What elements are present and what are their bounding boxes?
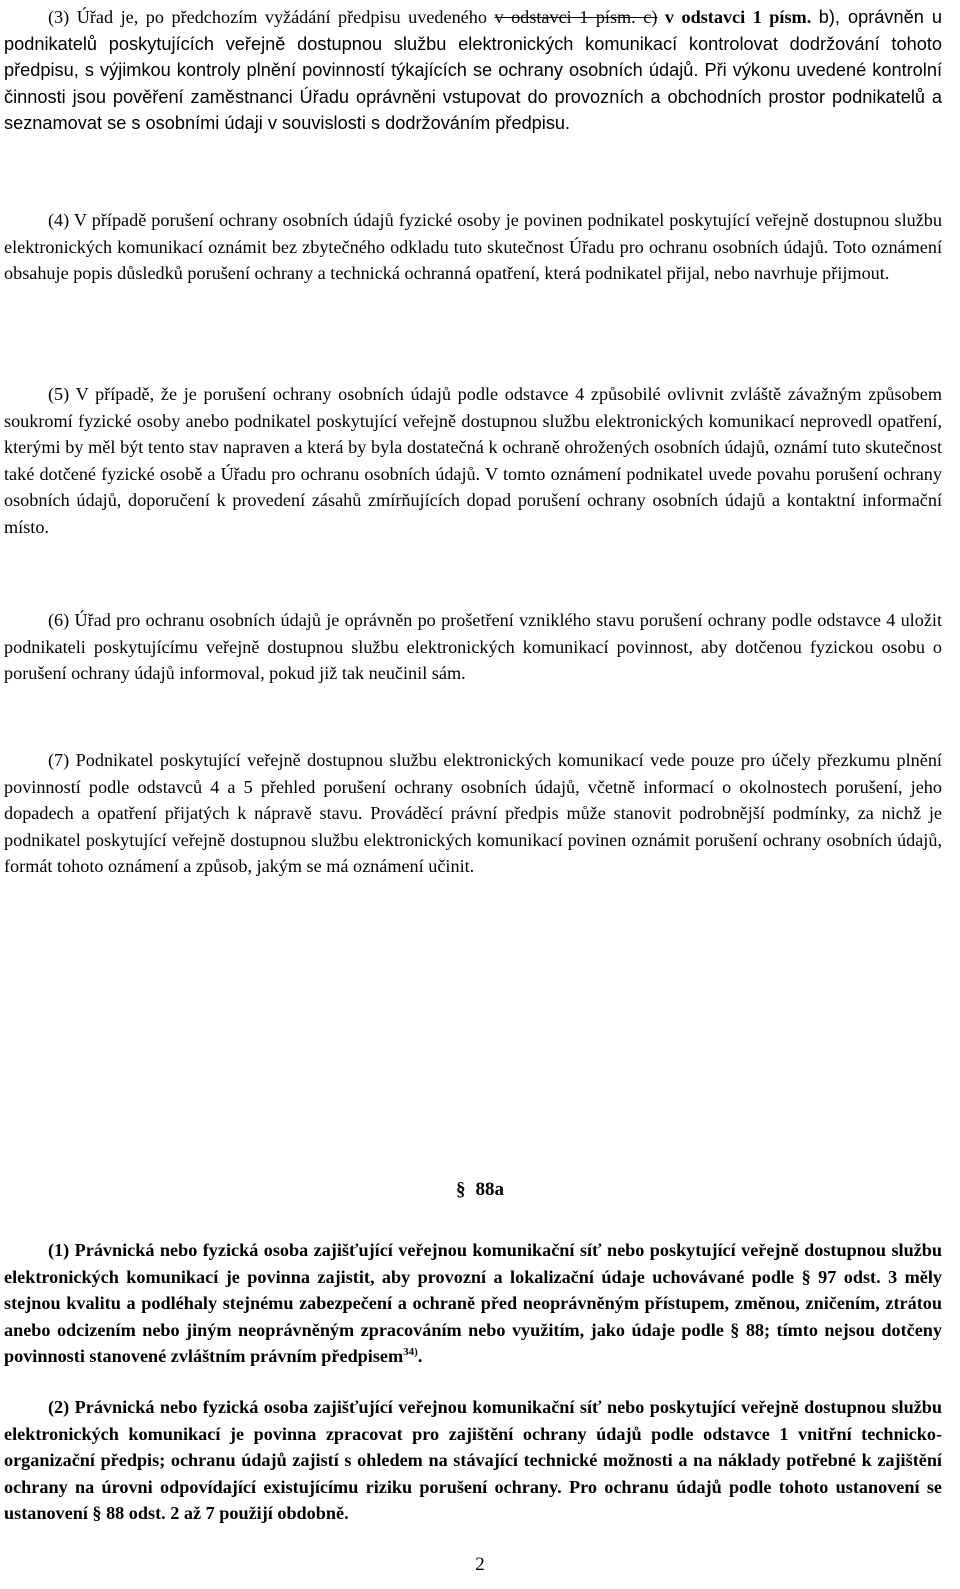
paragraph-3-inserted-text: v odstavci 1 písm.: [664, 7, 812, 27]
footnote-reference: 34): [403, 1346, 418, 1359]
section-symbol: §: [456, 1179, 466, 1200]
paragraph-6: (6) Úřad pro ochranu osobních údajů je oprávněn po prošetření vzniklého stavu porušení ochrany podle odstavce 4 uložit podnikateli poskytujícímu veřejně dostupnou službu elektronických komunikací povinnost, aby dotčenou fyzickou osobu o porušení ochrany údajů informoval, pokud již tak neučinil sám.: [4, 610, 942, 684]
paragraph-3-tail: b), oprávněn u podnikatelů poskytujících veřejně dostupnou službu elektronických komunikací kontrolovat dodržování tohoto předpisu, s výjimkou kontroly plnění povinností týkajících se ochrany osobních údajů. Při výkonu uvedené kontrolní činnosti jsou pověření zaměstnanci Úřadu oprávněni vstupovat do provozních a obchodních prostor podnikatelů a seznamovat se s osobními údaji v souvislosti s dodržováním předpisu.: [4, 7, 942, 134]
section-paragraph-1-text: (1) Právnická nebo fyzická osoba zajišťující veřejnou komunikační síť nebo poskytující veřejně dostupnou službu elektronických komunikací je povinna zajistit, aby provozní a lokalizační údaje uchovávané podle § 97 odst. 3 měly stejnou kvalitu a podléhaly stejnému zabezpečení a ochraně před neoprávněným přístupem, změnou, zničením, ztrátou anebo odcizením nebo jiným neoprávněným zpracováním nebo využitím, jako údaje podle § 88; tímto nejsou dotčeny povinnosti stanovené zvláštním právním předpisem: [4, 1240, 942, 1367]
page-number: 2: [475, 1554, 485, 1575]
paragraph-5: (5) V případě, že je porušení ochrany osobních údajů podle odstavce 4 způsobilé ovlivnit zvláště závažným způsobem soukromí fyzické osoby anebo podnikatel poskytující veřejně dostupnou službu elektronických komunikací neprovedl opatření, kterými by měl být tento stav napraven a která by byla dostatečná k ochraně ohrožených osobních údajů, oznámí tuto skutečnost také dotčené fyzické osobě a Úřadu pro ochranu osobních údajů. V tomto oznámení podnikatel uvede povahu porušení ochrany osobních údajů, doporučení k provedení zásahů zmírňujících dopad porušení ochrany osobních údajů a kontaktní informační místo.: [4, 384, 942, 537]
section-paragraph-1-end: .: [417, 1346, 423, 1367]
paragraph-3: [4, 4, 942, 137]
section-paragraph-1: [4, 1237, 942, 1370]
section-heading: [0, 1177, 960, 1203]
paragraph-4: (4) V případě porušení ochrany osobních údajů fyzické osoby je povinen podnikatel poskytující veřejně dostupnou službu elektronických komunikací oznámit bez zbytečného odkladu tuto skutečnost Úřadu pro ochranu osobních údajů. Toto oznámení obsahuje popis důsledků porušení ochrany a technická ochranná opatření, která podnikatel přijal, nebo navrhuje přijmout.: [4, 210, 942, 284]
paragraph-3-struck-text: v odstavci 1 písm. c): [494, 7, 658, 27]
paragraph-7: (7) Podnikatel poskytující veřejně dostupnou službu elektronických komunikací vede pouze pro účely přezkumu plnění povinností podle odstavců 4 a 5 přehled porušení ochrany osobních údajů, včetně informací o okolnostech porušení, jeho dopadech a opatření přijatých k nápravě stavu. Prováděcí právní předpis může stanovit podrobnější podmínky, za nichž je podnikatel poskytující veřejně dostupnou službu elektronických komunikací povinen oznámit porušení ochrany osobních údajů, formát tohoto oznámení a způsob, jakým se má oznámení učinit.: [4, 750, 942, 877]
paragraph-3-lead: (3) Úřad je, po předchozím vyžádání předpisu uvedeného: [48, 7, 487, 27]
section-paragraph-2: (2) Právnická nebo fyzická osoba zajišťující veřejnou komunikační síť nebo poskytující veřejně dostupnou službu elektronických komunikací je povinna zpracovat pro zajištění ochrany údajů podle odstavce 1 vnitřní technicko-organizační předpis; ochranu údajů zajistí s ohledem na stávající technické možnosti a na náklady potřebné k zajištění ochrany na úrovni odpovídající existujícímu riziku porušení ochrany. Pro ochranu údajů podle tohoto ustanovení se ustanovení § 88 odst. 2 až 7 použijí obdobně.: [4, 1397, 942, 1524]
section-number: 88a: [475, 1179, 504, 1200]
